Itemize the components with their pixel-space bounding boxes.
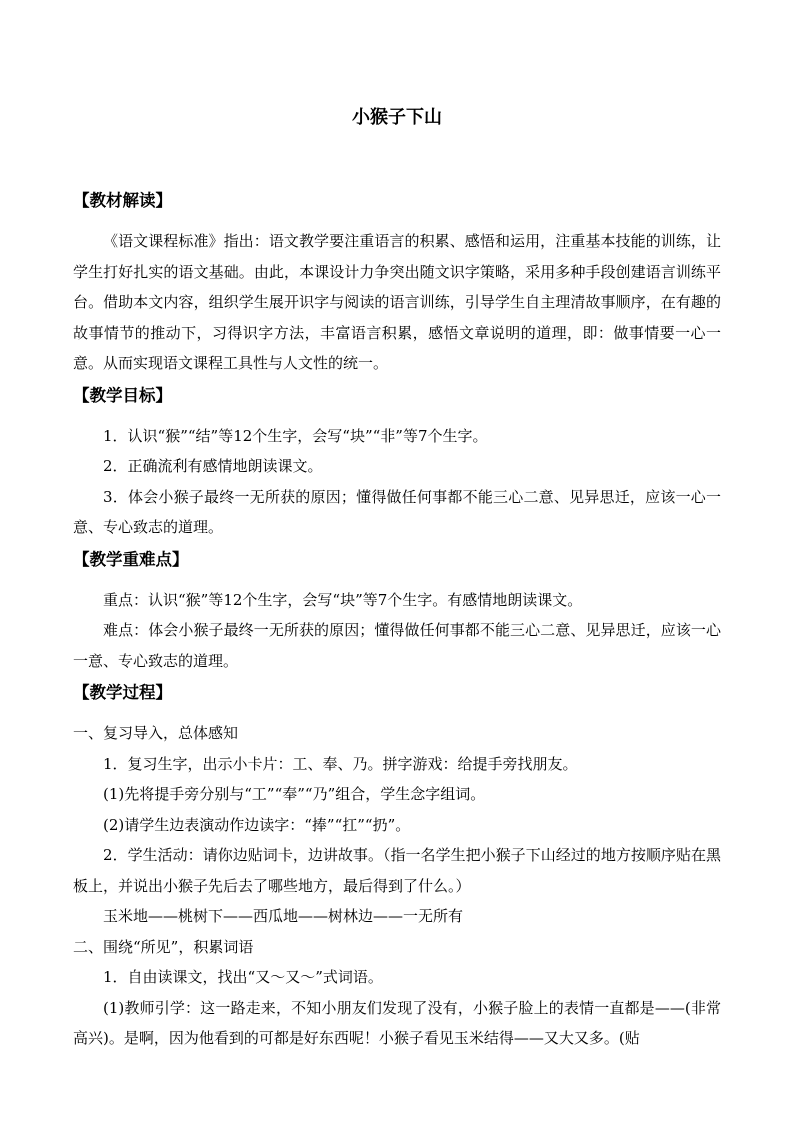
section-heading-teaching-process: 【教学过程】 <box>73 683 172 702</box>
section-heading-teaching-goals: 【教学目标】 <box>73 385 172 405</box>
section-heading-textbook-analysis: 【教材解读】 <box>73 191 172 210</box>
process-route: 玉米地——桃树下——西瓜地——树林边——一无所有 <box>103 907 464 925</box>
process-step-3: 1．自由读课文，找出“又～又～”式词语。 <box>103 968 383 986</box>
document-body <box>73 186 721 1054</box>
process-step-1: 1．复习生字，出示小卡片：工、奉、乃。拼字游戏：给提手旁找朋友。 <box>103 754 578 773</box>
key-point: 重点：认识“猴”等12个生字，会写“块”等7个生字。有感情地朗读课文。 <box>103 590 583 609</box>
process-step-2: 2．学生活动：请你边贴词卡，边讲故事。（指一名学生把小猴子下山经过的地方按顺序贴在黑板上，并说出小猴子先后去了哪些地方，最后得到了什么。） <box>73 846 721 895</box>
process-step-3a: (1)教师引学：这一路走来，不知小朋友们发现了没有，小猴子脸上的表情一直都是——(非常高兴)。是啊，因为他看到的可都是好东西呢！小猴子看见玉米结得——又大又多。(贴 <box>73 998 721 1047</box>
process-part-1: 一、复习导入，总体感知 <box>73 724 239 742</box>
goal-item-3: 3．体会小猴子最终一无所获的原因；懂得做任何事都不能三心二意、见异思迁，应该一心一意、专心致志的道理。 <box>73 487 721 536</box>
difficult-point: 难点：体会小猴子最终一无所获的原因；懂得做任何事都不能三心二意、见异思迁，应该一心一意、专心致志的道理。 <box>73 621 721 670</box>
paragraph-textbook-analysis: 《语文课程标准》指出：语文教学要注重语言的积累、感悟和运用，注重基本技能的训练，让学生打好扎实的语文基础。由此，本课设计力争突出随文识字策略，采用多种手段创建语言训练平台。借助本文内容，组织学生展开识字与阅读的语言训练，引导学生自主理清故事顺序，在有趣的故事情节的推动下，习得识字方法，丰富语言积累，感悟文章说明的道理，即：做事情要一心一意。从而实现语文课程工具性与人文性的统一。 <box>73 232 721 372</box>
goal-item-1: 1．认识“猴”“结”等12个生字，会写“块”“非”等7个生字。 <box>103 426 488 445</box>
process-step-1b: (2)请学生边表演动作边读字：“捧”“扛”“扔”。 <box>103 815 411 834</box>
section-heading-key-difficult-points: 【教学重难点】 <box>73 549 189 569</box>
process-part-2: 二、围绕“所见”，积累词语 <box>73 937 254 956</box>
goal-item-2: 2．正确流利有感情地朗读课文。 <box>103 457 323 475</box>
page-title: 小猴子下山 <box>352 107 442 128</box>
process-step-1a: (1)先将提手旁分别与“工”“奉”“乃”组合，学生念字组词。 <box>103 785 486 803</box>
